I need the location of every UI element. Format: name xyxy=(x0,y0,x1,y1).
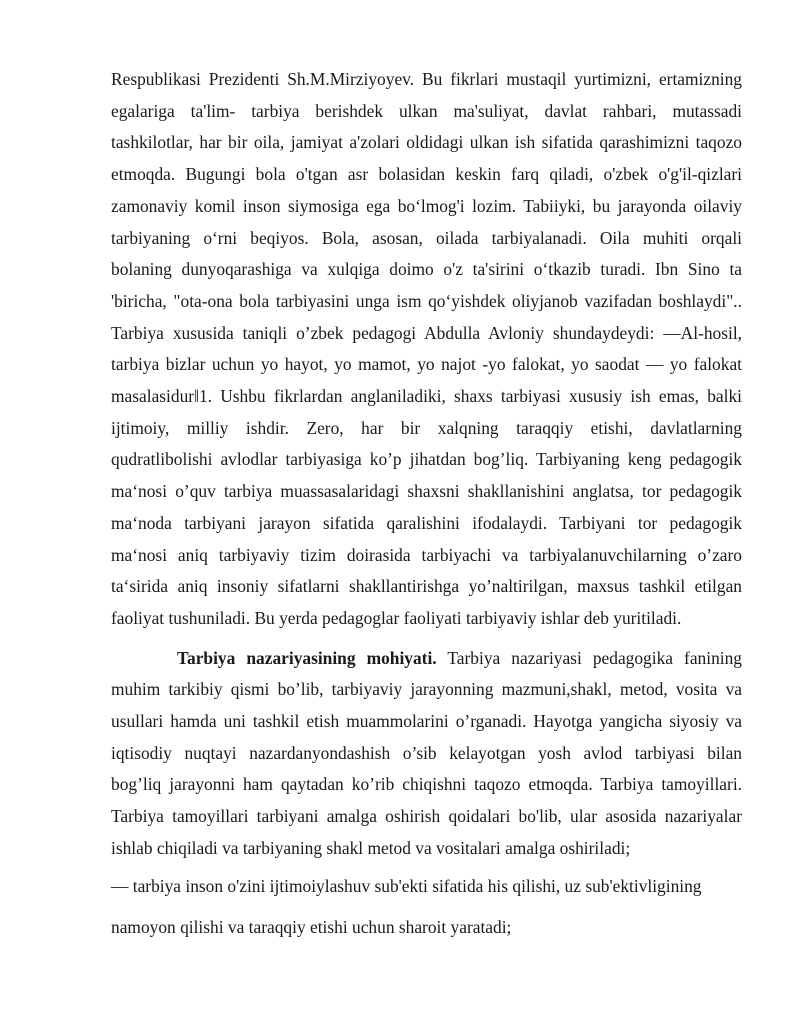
paragraph-intro xyxy=(111,64,742,635)
text-line: namoyon qilishi va taraqqiy etishi uchun sharoit yaratadi; xyxy=(111,917,512,938)
text-line: tashkilotlar, har bir oila, jamiyat a'zolari oldidagi ulkan ish sifatida qarashimizni taqozo xyxy=(111,132,742,153)
text-line: usullari hamda uni tashkil etish muammolarini o’rganadi. Hayotga yangicha siyosiy va xyxy=(111,711,742,732)
paragraph-bullet-continuation xyxy=(111,912,742,944)
heading-continuation: Tarbiya nazariyasi pedagogika fanining xyxy=(436,647,742,668)
text-line: ijtimoiy, milliy ishdir. Zero, har bir xalqning taraqqiy etishi, davlatlarning xyxy=(111,417,742,438)
text-line xyxy=(111,643,742,675)
text-line: — tarbiya inson o'zini ijtimoiylashuv sub'ekti sifatida his qilishi, uz sub'ektivligining xyxy=(111,875,702,896)
text-line: Respublikasi Prezidenti Sh.M.Mirziyoyev. Bu fikrlari mustaqil yurtimizni, ertamizning xyxy=(111,69,742,89)
text-line: zamonaviy komil inson siymosiga ega bo‘lmog'i lozim. Tabiiyki, bu jarayonda oilaviy xyxy=(111,195,742,216)
text-line: bog’liq jarayonni ham qaytadan ko’rib chiqishni taqozo etmoqda. Tarbiya tamoyillari. xyxy=(111,774,742,795)
text-line: iqtisodiy nuqtayi nazardanyondashish o’sib kelayotgan yosh avlod tarbiyasi bilan xyxy=(111,742,742,763)
text-line: tarbiya bizlar uchun yo hayot, yo mamot, yo najot -yo falokat, yo saodat — yo falokat xyxy=(111,354,742,375)
text-line: bolaning dunyoqarashiga va xulqiga doimo o'z ta'sirini o‘tkazib turadi. Ibn Sino ta xyxy=(111,259,742,280)
text-line: ma‘nosi aniq tarbiyaviy tizim doirasida tarbiyachi va tarbiyalanuvchilarning o’zaro xyxy=(111,544,742,565)
text-line: 'biricha, "ota-ona bola tarbiyasini unga ism qo‘yishdek oliyjanob vazifadan boshlaydi".. xyxy=(111,290,742,311)
text-line: faoliyat tushuniladi. Bu yerda pedagoglar faoliyati tarbiyaviy ishlar deb yuritiladi. xyxy=(111,607,682,628)
paragraph-bullet xyxy=(111,871,742,903)
text-line: qudratlibolishi avlodlar tarbiyasiga ko’p jihatdan bog’liq. Tarbiyaning keng pedagogik xyxy=(111,449,742,470)
text-line: ma‘noda tarbiyani jarayon sifatida qaralishini ifodalaydi. Tarbiyani tor pedagogik xyxy=(111,512,742,533)
text-line: etmoqda. Bugungi bola o'tgan asr bolasidan keskin farq qiladi, o'zbek o'g'il-qizlari xyxy=(111,164,742,185)
text-line: Tarbiya tamoyillari tarbiyani amalga oshirish qoidalari bo'lib, ular asosida nazariyalar xyxy=(111,806,742,827)
text-line: muhim tarkibiy qismi bo’lib, tarbiyaviy jarayonning mazmuni,shakl, metod, vosita va xyxy=(111,679,742,700)
text-line: tarbiyaning o‘rni beqiyos. Bola, asosan, oilada tarbiyalanadi. Oila muhiti orqali xyxy=(111,227,742,248)
text-line: masalasidur‖1. Ushbu fikrlardan anglaniladiki, shaxs tarbiyasi xususiy ish emas, balki xyxy=(111,386,742,407)
section-heading: Tarbiya nazariyasining mohiyati. xyxy=(177,647,437,668)
text-line: ta‘sirida aniq insoniy sifatlarni shakllantirishga yo’naltirilgan, maxsus tashkil etilgan xyxy=(111,576,742,597)
text-line: ishlab chiqiladi va tarbiyaning shakl metod va vositalari amalga oshiriladi; xyxy=(111,837,631,858)
document-page xyxy=(111,64,742,944)
paragraph-theory xyxy=(111,643,742,865)
text-line: Tarbiya xususida taniqli o’zbek pedagogi Abdulla Avloniy shundaydeydi: —Al-hosil, xyxy=(111,322,742,343)
text-line: egalariga ta'lim- tarbiya berishdek ulkan ma'suliyat, davlat rahbari, mutassadi xyxy=(111,100,742,121)
text-line: ma‘nosi o’quv tarbiya muassasalaridagi shaxsni shakllanishini anglatsa, tor pedagogik xyxy=(111,481,742,502)
